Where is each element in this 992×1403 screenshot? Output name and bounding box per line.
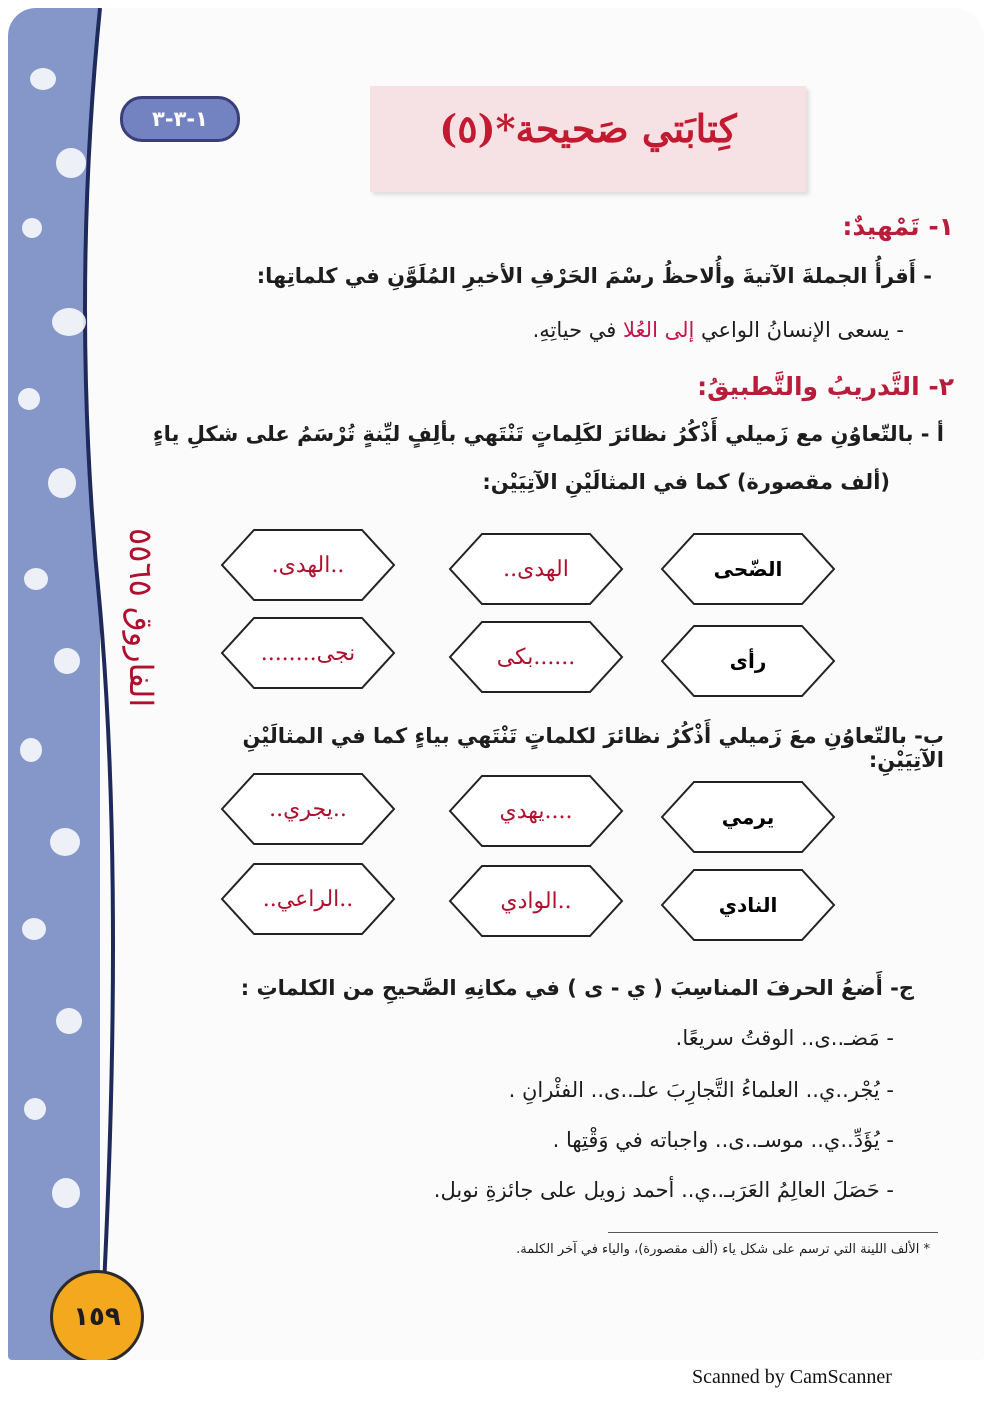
hex-text: ..يجري.. bbox=[269, 796, 347, 822]
part-c-instruction: ج- أَضعُ الحرفَ المناسِبَ ( ي - ى ) في مكانِهِ الصَّحيحِ من الكلماتِ : bbox=[240, 976, 914, 1000]
part-c-item: - يُجْر..ي.. العلماءُ التَّجارِبَ علـ..ى.. الفئْرانِ . bbox=[508, 1078, 894, 1102]
sentence-part: إلى bbox=[664, 318, 702, 342]
handwritten-side-note: الفاروق ٥٥٦٥ bbox=[122, 528, 160, 708]
part-a-instruction-line1: أ - بالتّعاوُنِ مع زَميلي أَذْكُرُ نظائرَ لكَلِماتٍ تَنْتَهي بألِفٍ ليِّنةٍ تُرْسَمُ على شكلِ ياءٍ bbox=[152, 422, 944, 446]
hex-answer[interactable] bbox=[220, 616, 396, 690]
section2-heading: ٢- التَّدريبُ والتَّطبيقُ: bbox=[697, 372, 954, 401]
section1-heading: ١- تَمْهيدٌ: bbox=[842, 212, 954, 241]
hex-text: ......بكى bbox=[496, 644, 576, 670]
example-sentence bbox=[533, 318, 904, 342]
footnote: * الألف اللينة التي ترسم على شكل ياء (ألف مقصورة)، والياء في آخر الكلمة. bbox=[516, 1242, 930, 1257]
part-a-instruction-line2: (ألف مقصورة) كما في المثالَيْنِ الآتِيَيْن: bbox=[482, 470, 890, 494]
hex-text: النادي bbox=[718, 893, 778, 917]
hex-example bbox=[660, 624, 836, 698]
hex-answer[interactable] bbox=[448, 864, 624, 938]
hex-text: ..الهدى. bbox=[271, 552, 345, 578]
hex-text: رأى bbox=[729, 649, 767, 673]
hex-answer[interactable] bbox=[448, 620, 624, 694]
hex-example bbox=[660, 868, 836, 942]
hex-answer[interactable] bbox=[220, 772, 396, 846]
part-c-item: - حَصَلَ العالِمُ العَرَبـ..ي.. أحمد زويل على جائزةِ نوبل. bbox=[433, 1178, 894, 1202]
hex-text: الهدى.. bbox=[503, 556, 569, 582]
hex-text: ..الراعي.. bbox=[262, 886, 354, 912]
part-c-item: - مَضـ..ى.. الوقتُ سريعًا. bbox=[675, 1026, 894, 1050]
sentence-part: العُلا bbox=[623, 318, 665, 342]
part-c-item: - يُؤَدِّ..ي.. موسـ..ى.. واجباته في وَقْتِها . bbox=[552, 1128, 894, 1152]
hex-text: ..الوادي bbox=[500, 888, 572, 914]
lesson-code-badge: ١-٣-٣ bbox=[120, 96, 240, 142]
hex-answer[interactable] bbox=[220, 528, 396, 602]
book-page bbox=[8, 8, 984, 1360]
decorative-strip bbox=[8, 8, 100, 1360]
hex-answer[interactable] bbox=[448, 774, 624, 848]
hex-text: ....يهدي bbox=[499, 798, 573, 824]
part-b-instruction: ب- بالتّعاوُنِ معَ زَميلي أَذْكُرُ نظائرَ لكلماتٍ تَنْتَهي بياءٍ كما في المثالَيْنِ الآتِيَيْنِ: bbox=[242, 724, 944, 772]
section1-instruction: - أَقرأُ الجملةَ الآتيةَ وأُلاحظُ رسْمَ الحَرْفِ الأخيرِ المُلَوَّنِ في كلماتِها: bbox=[256, 264, 932, 288]
footnote-rule bbox=[608, 1232, 938, 1233]
sentence-part: الإنسانُ الواعي bbox=[701, 318, 838, 342]
hex-text: يرمي bbox=[721, 805, 775, 829]
sentence-part: في حياتِهِ. bbox=[532, 318, 624, 342]
hex-answer[interactable] bbox=[448, 532, 624, 606]
page-title: كِتابَتي صَحيحة*(٥) bbox=[439, 106, 737, 151]
hex-text: الضّحى bbox=[713, 557, 783, 581]
hex-text: نجى........ bbox=[260, 640, 356, 666]
sentence-part: - يسعى bbox=[837, 318, 904, 342]
title-banner bbox=[370, 86, 806, 192]
page-number: ١٥٩ bbox=[50, 1270, 144, 1360]
scanner-watermark: Scanned by CamScanner bbox=[692, 1366, 892, 1388]
hex-answer[interactable] bbox=[220, 862, 396, 936]
hex-example bbox=[660, 532, 836, 606]
hex-example bbox=[660, 780, 836, 854]
